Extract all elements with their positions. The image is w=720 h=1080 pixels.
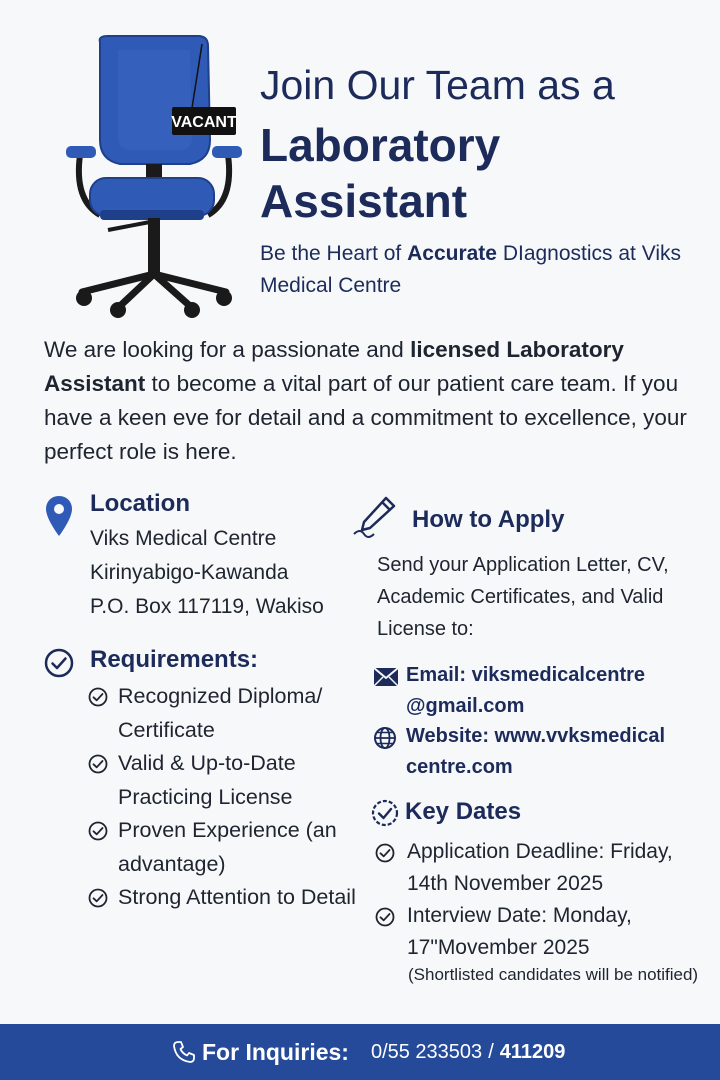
title-line-1: Join Our Team as a <box>260 62 615 108</box>
website-contact[interactable] <box>373 721 708 783</box>
shortlist-note: (Shortlisted candidates will be notified) <box>408 965 699 984</box>
phone-number-2[interactable]: 411209 <box>499 1040 566 1063</box>
envelope-icon <box>373 666 399 688</box>
address-line: Viks Medical Centre <box>90 527 277 550</box>
requirements-heading: Requirements: <box>90 646 259 673</box>
list-item <box>88 680 358 747</box>
check-icon <box>88 888 108 908</box>
location-heading: Location <box>90 490 190 517</box>
globe-icon <box>373 727 399 749</box>
requirement-text: Valid & Up-to-Date Practicing License <box>118 751 296 809</box>
requirements-list <box>88 680 358 915</box>
location-address <box>90 522 350 624</box>
title-line-3: Assistant <box>260 175 468 227</box>
phone-separator: / <box>488 1040 494 1063</box>
website-text[interactable]: Website: www.vvksmedical centre.com <box>406 725 665 778</box>
intro-part-2: to become a vital part of our patient care team. If you have a keen eve for detail and a commitment to excellence, your perfect role is here. <box>44 371 687 464</box>
requirement-text: Proven Experience (an advantage) <box>118 818 337 876</box>
email-text[interactable]: Email: viksmedicalcentre @gmail.com <box>406 664 646 717</box>
check-icon <box>88 754 108 774</box>
key-dates-list <box>375 836 710 964</box>
subtitle-post: DIagnostics at Viks Medical Centre <box>260 242 682 297</box>
inquiries-label: For Inquiries: <box>202 1038 349 1065</box>
how-to-apply-heading: How to Apply <box>412 506 565 533</box>
list-item <box>88 747 358 814</box>
phone-icon <box>172 1040 196 1064</box>
email-contact[interactable] <box>373 660 708 722</box>
inquiries-footer <box>0 1024 720 1080</box>
list-item <box>88 881 358 915</box>
intro-part-1: We are looking for a passionate and <box>44 337 411 362</box>
apply-instructions: Send your Application Letter, CV, Academic Certificates, and Valid License to: <box>377 554 669 640</box>
vacant-sign: VACANT <box>171 114 237 131</box>
map-pin-icon <box>44 494 74 538</box>
list-item <box>375 836 710 900</box>
list-item <box>375 900 710 964</box>
subtitle <box>260 238 700 302</box>
subtitle-pre: Be the Heart of <box>260 242 408 265</box>
check-icon <box>88 687 108 707</box>
check-icon <box>375 843 395 863</box>
key-date-text: Interview Date: Monday, 17"Movember 2025 <box>407 904 632 959</box>
key-date-text: Application Deadline: Friday, 14th November 2025 <box>407 840 673 895</box>
subtitle-bold: Accurate <box>407 242 497 265</box>
address-line: P.O. Box 117119, Wakiso <box>90 595 324 618</box>
pen-icon <box>352 494 400 538</box>
check-icon <box>375 907 395 927</box>
check-icon <box>88 821 108 841</box>
check-circle-icon <box>44 648 74 678</box>
intro-paragraph <box>44 333 704 469</box>
title-line-2: Laboratory <box>260 119 501 171</box>
intro-bold: licensed Laboratory Assistant <box>44 337 624 396</box>
key-dates-heading: Key Dates <box>405 798 522 825</box>
requirement-text: Recognized Diploma/ Certificate <box>118 684 323 742</box>
vacant-chair-illustration <box>60 30 250 320</box>
list-item <box>88 814 358 881</box>
requirement-text: Strong Attention to Detail <box>118 885 356 909</box>
address-line: Kirinyabigo-Kawanda <box>90 561 289 584</box>
clock-check-icon <box>371 799 399 827</box>
phone-number-1[interactable]: 0/55 233503 <box>370 1040 483 1063</box>
